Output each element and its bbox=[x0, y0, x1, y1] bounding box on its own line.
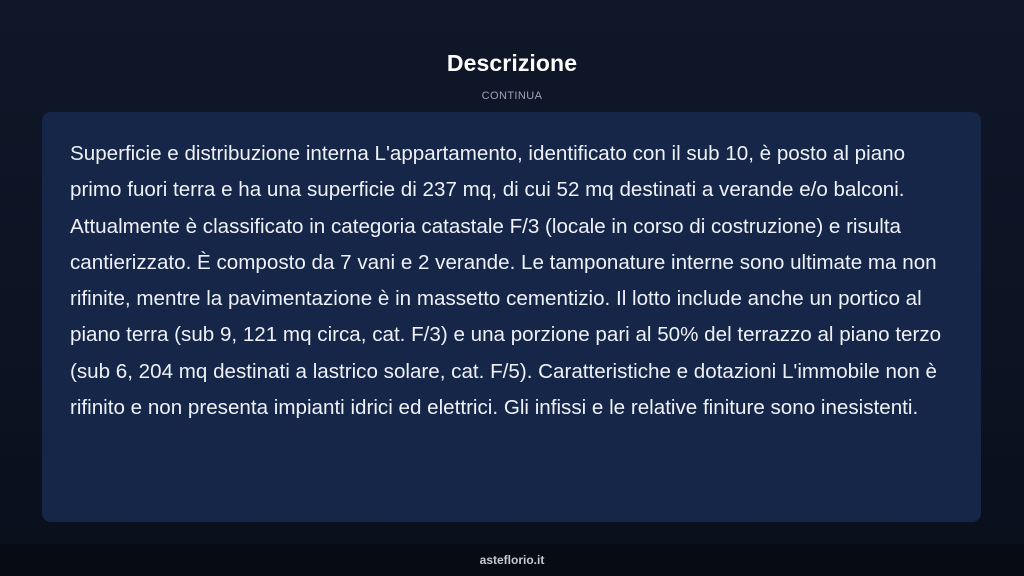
continue-link[interactable]: CONTINUA bbox=[481, 90, 543, 102]
footer-site-label: asteflorio.it bbox=[479, 553, 545, 567]
description-text: Superficie e distribuzione interna L'appartamento, identificato con il sub 10, è posto al piano primo fuori terra e ha una superficie di 237 mq, di cui 52 mq destinati a verande e/o balconi. Attualmente è classificato in categoria catastale F/3 (locale in corso di costruzione) e risulta cantierizzato. È composto da 7 vani e 2 verande. Le tamponature interne sono ultimate ma non rifinite, mentre la pavimentazione è in massetto cementizio. Il lotto include anche un portico al piano terra (sub 9, 121 mq circa, cat. F/3) e una porzione pari al 50% del terrazzo al piano terzo (sub 6, 204 mq destinati a lastrico solare, cat. F/5). Caratteristiche e dotazioni L'immobile non è rifinito e non presenta impianti idrici ed elettrici. Gli infissi e le relative finiture sono inesistenti. bbox=[70, 142, 942, 420]
footer-bar bbox=[0, 544, 1024, 576]
page-title: Descrizione bbox=[446, 50, 578, 76]
description-card bbox=[42, 112, 981, 522]
